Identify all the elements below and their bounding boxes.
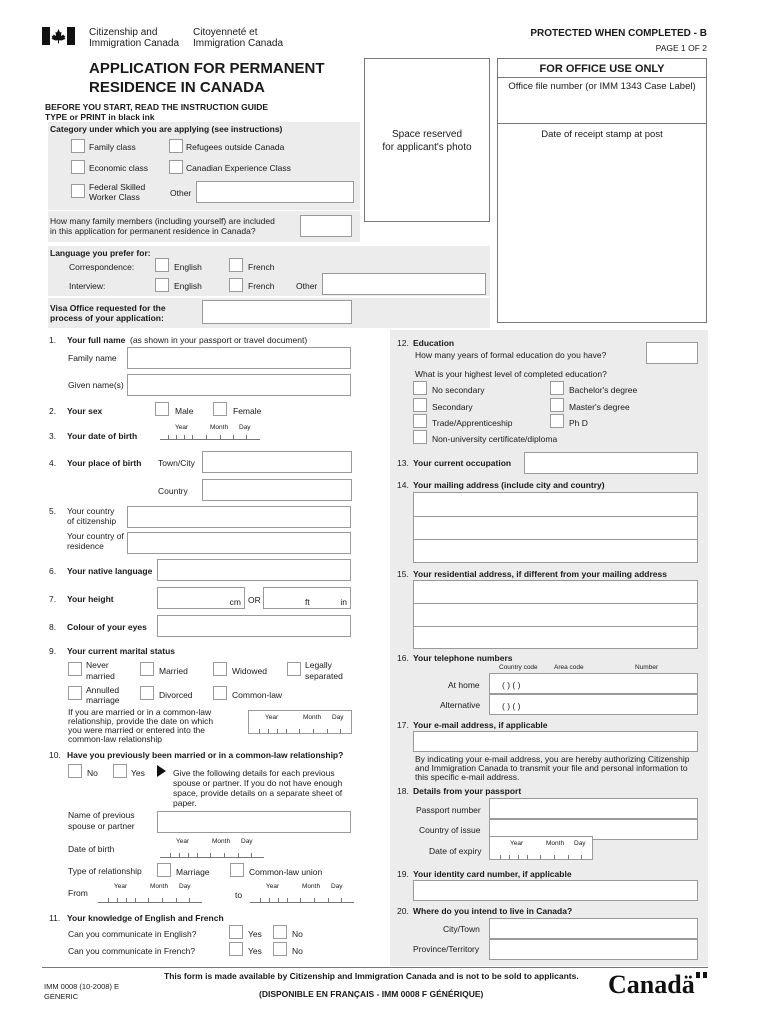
q7-number: 7. [49,594,57,604]
sex-male-checkbox[interactable] [155,402,169,416]
photo-space: Space reserved for applicant's photo [364,58,490,222]
q18-number: 18. [397,786,409,796]
bachelors-checkbox[interactable] [550,381,564,395]
email-note-2: and Immigration Canada to transmit your file and personal information to [415,763,688,773]
correspondence-english-checkbox[interactable] [155,258,169,272]
country-label: Country [158,486,188,496]
interview-english-label: English [174,281,202,291]
skilled-worker-label-2: Worker Class [89,192,140,202]
category-other-label: Other [170,188,192,198]
to-date-field[interactable]: Year Month Day [250,883,354,903]
from-label: From [68,888,88,898]
refugees-checkbox[interactable] [169,139,183,153]
q11-number: 11. [49,913,61,923]
common-law-label: Common-law [232,690,283,700]
residence-label-2: residence [67,541,104,551]
canada-wordmark-logo: Canadä [608,970,708,1000]
department-name-en-1: Citizenship and [89,27,158,38]
occupation-input[interactable] [524,452,698,474]
q18-label: Details from your passport [413,786,522,796]
previous-dob-label: Date of birth [68,844,115,854]
family-name-input[interactable] [127,347,351,369]
previous-no-checkbox[interactable] [68,764,82,778]
sex-male-label: Male [175,406,194,416]
given-names-input[interactable] [127,374,351,396]
non-university-checkbox[interactable] [413,430,427,444]
never-married-label-2: married [86,671,115,681]
q14-label: Your mailing address (include city and country) [413,480,605,490]
annulled-label-1: Annulled [86,685,120,695]
residence-country-input[interactable] [127,532,351,554]
form-id: IMM 0008 (10-2008) E [44,982,120,991]
q10-label: Have you previously been married or in a common-law relationship? [67,750,344,760]
language-heading: Language you prefer for: [50,248,151,258]
q19-label: Your identity card number, if applicable [413,869,572,879]
english-no-label: No [292,929,303,939]
visa-office-label-2: process of your application: [50,313,164,323]
family-members-input[interactable] [300,215,352,237]
legally-separated-label-2: separated [305,671,343,681]
email-note-3: this specific e-mail address. [415,772,520,782]
not-for-sale-notice: This form is made available by Citizenship and Immigration Canada and is not to be sold to applicants. [164,971,579,981]
secondary-label: Secondary [432,402,473,412]
economic-class-checkbox[interactable] [71,160,85,174]
married-checkbox[interactable] [140,662,154,676]
widowed-label: Widowed [232,666,267,676]
number-label: Number [635,664,659,671]
identity-card-input[interactable] [413,880,698,901]
education-level-question: What is your highest level of completed education? [415,369,607,379]
passport-number-input[interactable] [489,798,698,819]
q11-label: Your knowledge of English and French [67,913,224,923]
form-title-line-2: RESIDENCE IN CANADA [89,79,265,96]
marital-note-4: common-law relationship [68,734,163,744]
refugees-label: Refugees outside Canada [186,142,285,152]
home-phone-input[interactable]: ( ) ( ) [489,673,698,694]
family-class-label: Family class [89,142,136,152]
previous-note-4: paper. [173,798,197,808]
q19-number: 19. [397,869,409,879]
marriage-type-label: Marriage [176,867,210,877]
interview-english-checkbox[interactable] [155,278,169,292]
q8-number: 8. [49,622,57,632]
q9-label: Your current marital status [67,646,176,656]
town-city-label: Town/City [158,458,195,468]
english-no-checkbox[interactable] [273,925,287,939]
common-law-checkbox[interactable] [213,686,227,700]
marital-note-1: If you are married or in a common-law [68,707,212,717]
q17-number: 17. [397,720,409,730]
q7-label: Your height [67,594,114,604]
no-secondary-label: No secondary [432,385,485,395]
q10-number: 10. [49,750,61,760]
expiry-date-label: Date of expiry [429,846,482,856]
height-ft-in-input[interactable]: ft in [263,587,351,609]
visa-office-input[interactable] [202,300,352,324]
q14-number: 14. [397,480,409,490]
form-title-line-1: APPLICATION FOR PERMANENT [89,60,325,77]
q17-label: Your e-mail address, if applicable [413,720,548,730]
annulled-label-2: marriage [86,695,120,705]
q4-number: 4. [49,458,57,468]
french-availability-notice: (DISPONIBLE EN FRANÇAIS - IMM 0008 F GÉNÉRIQUE) [259,989,484,999]
alternative-phone-label: Alternative [440,700,481,710]
interview-other-label: Other [296,281,318,291]
department-name-fr-2: Immigration Canada [193,38,284,49]
office-use-panel [497,58,707,323]
marital-note-3: you were married or entered into the [68,725,206,735]
secondary-checkbox[interactable] [413,398,427,412]
q4-label: Your place of birth [67,458,142,468]
marriage-type-checkbox[interactable] [157,863,171,877]
never-married-label-1: Never [86,660,109,670]
from-date-field[interactable]: Year Month Day [98,883,202,903]
q6-number: 6. [49,566,57,576]
department-name-en-2: Immigration Canada [89,38,180,49]
birth-country-input[interactable] [202,479,352,501]
experience-class-label: Canadian Experience Class [186,163,291,173]
legally-separated-label-1: Legally [305,660,332,670]
interview-french-checkbox[interactable] [229,278,243,292]
experience-class-checkbox[interactable] [169,160,183,174]
canada-flag-icon [42,27,75,45]
bachelors-label: Bachelor's degree [569,385,638,395]
french-question: Can you communicate in French? [68,946,196,956]
previous-yes-label: Yes [131,768,145,778]
category-heading: Category under which you are applying (see instructions) [50,124,283,134]
q1-label: Your full name [67,335,126,345]
birth-town-input[interactable] [202,451,352,473]
area-code-label: Area code [554,664,584,671]
skilled-worker-checkbox[interactable] [71,184,85,198]
correspondence-french-checkbox[interactable] [229,258,243,272]
eye-colour-input[interactable] [157,615,351,637]
family-class-checkbox[interactable] [71,139,85,153]
q12-number: 12. [397,338,409,348]
height-or-label: OR [248,595,261,605]
trade-checkbox[interactable] [413,414,427,428]
correspondence-french-label: French [248,262,275,272]
trade-label: Trade/Apprenticeship [432,418,513,428]
phd-checkbox[interactable] [550,414,564,428]
marital-note-2: relationship, provide the date on which [68,716,214,726]
english-yes-label: Yes [248,929,262,939]
province-input[interactable] [489,939,698,960]
q15-number: 15. [397,569,409,579]
correspondence-label: Correspondence: [69,262,135,272]
masters-label: Master's degree [569,402,630,412]
previous-note-1: Give the following details for each previous [173,768,335,778]
family-members-question-2: in this application for permanent residence in Canada? [50,226,256,236]
expiry-date-field[interactable]: Year Month Day [489,836,593,860]
q20-number: 20. [397,906,409,916]
q20-label: Where do you intend to live in Canada? [413,906,573,916]
dob-date-field[interactable]: Year Month Day [160,424,260,440]
q8-label: Colour of your eyes [67,622,147,632]
q9-number: 9. [49,646,57,656]
office-file-number-label: Office file number (or IMM 1343 Case Label) [508,81,696,92]
q3-number: 3. [49,431,57,441]
province-label: Province/Territory [413,944,480,954]
interview-french-label: French [248,281,275,291]
family-members-question-1: How many family members (including yourself) are included [50,216,275,226]
interview-other-input[interactable] [322,273,486,295]
q3-label: Your date of birth [67,431,138,441]
office-use-title: FOR OFFICE USE ONLY [539,63,665,75]
french-no-checkbox[interactable] [273,942,287,956]
marriage-date-field[interactable]: Year Month Day [248,710,352,734]
previous-spouse-label-2: spouse or partner [68,821,135,831]
form-generic-label: GENERIC [44,992,79,1001]
relationship-type-label: Type of relationship [68,866,142,876]
q16-label: Your telephone numbers [413,653,513,663]
footer-divider [42,967,708,968]
french-yes-checkbox[interactable] [229,942,243,956]
phd-label: Ph D [569,418,588,428]
citizenship-label-2: of citizenship [67,516,117,526]
sex-female-label: Female [233,406,262,416]
city-town-input[interactable] [489,918,698,939]
city-town-label: City/Town [443,924,480,934]
skilled-worker-label-1: Federal Skilled [89,182,146,192]
q1-note: (as shown in your passport or travel document) [130,335,308,345]
sex-female-checkbox[interactable] [213,402,227,416]
q13-number: 13. [397,458,409,468]
q6-label: Your native language [67,566,153,576]
home-phone-label: At home [448,680,480,690]
email-input[interactable] [413,731,698,752]
french-no-label: No [292,946,303,956]
passport-number-label: Passport number [416,805,481,815]
to-label: to [235,890,243,900]
economic-class-label: Economic class [89,163,149,173]
education-years-question: How many years of formal education do you have? [415,350,607,360]
receipt-stamp-label: Date of receipt stamp at post [541,129,663,140]
q16-number: 16. [397,653,409,663]
q2-number: 2. [49,406,57,416]
citizenship-label-1: Your country [67,506,115,516]
q15-label: Your residential address, if different from your mailing address [413,569,667,579]
english-question: Can you communicate in English? [68,929,197,939]
country-code-label: Country code [499,664,538,671]
protected-label: PROTECTED WHEN COMPLETED - B [530,28,707,39]
height-cm-input[interactable]: cm [157,587,245,609]
arrow-right-icon [157,765,166,777]
department-name-fr-1: Citoyenneté et [193,27,258,38]
email-note-1: By indicating your e-mail address, you are hereby authorizing Citizenship [415,754,690,764]
previous-dob-field[interactable]: Year Month Day [160,838,264,858]
q1-number: 1. [49,335,57,345]
education-years-input[interactable] [646,342,698,364]
previous-no-label: No [87,768,98,778]
mailing-address-input[interactable] [413,492,698,563]
masters-checkbox[interactable] [550,398,564,412]
widowed-checkbox[interactable] [213,662,227,676]
category-other-input[interactable] [196,181,354,203]
never-married-checkbox[interactable] [68,662,82,676]
residential-address-input[interactable] [413,580,698,649]
previous-note-3: space, provide details on a separate sheet of [173,788,343,798]
divorced-label: Divorced [159,690,193,700]
french-yes-label: Yes [248,946,262,956]
correspondence-english-label: English [174,262,202,272]
previous-spouse-label-1: Name of previous [68,810,135,820]
q12-label: Education [413,338,455,348]
interview-label: Interview: [69,281,106,291]
citizenship-input[interactable] [127,506,351,528]
q13-label: Your current occupation [413,458,512,468]
no-secondary-checkbox[interactable] [413,381,427,395]
previous-yes-checkbox[interactable] [113,764,127,778]
married-label: Married [159,666,188,676]
residence-label-1: Your country of [67,531,124,541]
page-number: PAGE 1 OF 2 [655,43,707,53]
legally-separated-checkbox[interactable] [287,662,301,676]
visa-office-label-1: Visa Office requested for the [50,303,166,313]
divorced-checkbox[interactable] [140,686,154,700]
instruction-guide-note: BEFORE YOU START, READ THE INSTRUCTION GUIDE [45,102,269,112]
native-language-input[interactable] [157,559,351,581]
previous-note-2: spouse or partner. If you do not have enough [173,778,343,788]
annulled-marriage-checkbox[interactable] [68,686,82,700]
q2-label: Your sex [67,406,103,416]
common-law-union-checkbox[interactable] [230,863,244,877]
previous-spouse-input[interactable] [157,811,351,833]
common-law-union-label: Common-law union [249,867,323,877]
q5-number: 5. [49,506,57,516]
non-university-label: Non-university certificate/diploma [432,434,558,444]
ink-instruction: TYPE or PRINT in black ink [45,112,155,122]
alternative-phone-input[interactable]: ( ) ( ) [489,694,698,715]
family-name-label: Family name [68,353,117,363]
english-yes-checkbox[interactable] [229,925,243,939]
country-of-issue-label: Country of issue [419,825,481,835]
given-names-label: Given name(s) [68,380,124,390]
